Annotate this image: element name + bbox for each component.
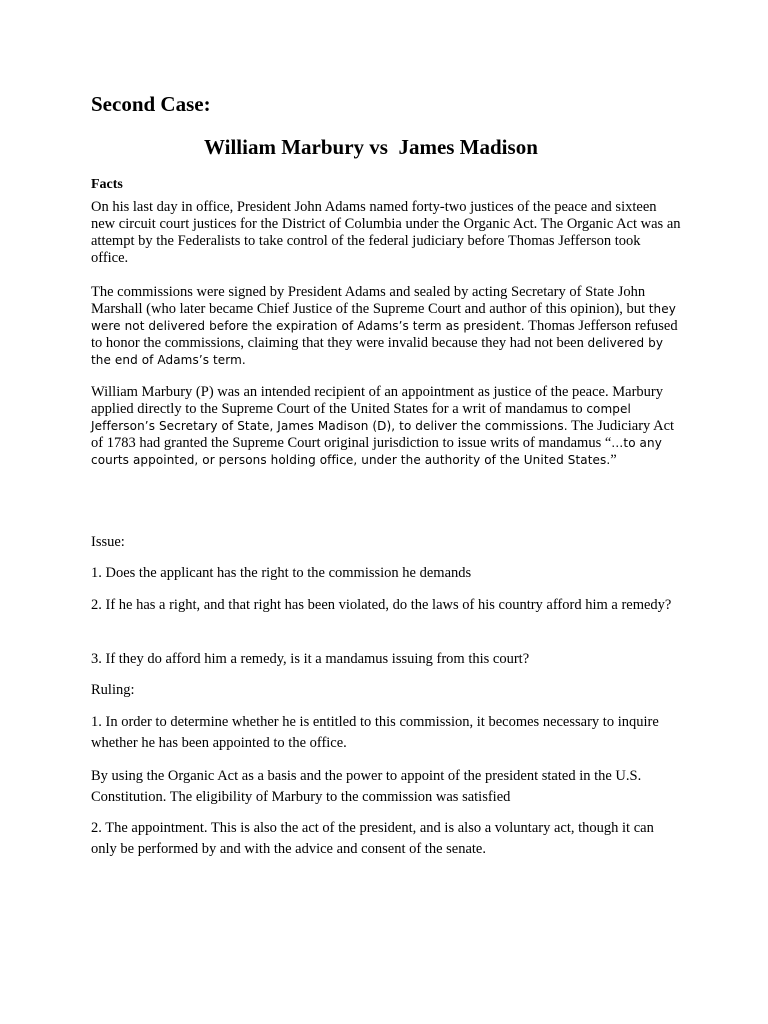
facts-paragraph-3-part-e: ” [610,452,617,468]
facts-heading: Facts [91,177,123,192]
issue-item-1: 1. Does the applicant has the right to the commission he demands [91,565,472,581]
facts-paragraph-3-part-b: compel Jefferson’s Secretary of State, James Madison (D), to deliver the commissions. [91,402,631,433]
issue-label: Issue: [91,534,125,550]
facts-paragraph-1: On his last day in office, President John Adams named forty-two justices of the peace and sixteen new circuit court justices for the District of Columbia under the Organic Act. The Organic Act was an attempt by the Federalists to take control of the federal judiciary before Thomas Jefferson took office. [91,199,681,266]
facts-paragraph-2-part-b: they were not delivered before the expiration of Adams’s term as president. [91,302,676,333]
facts-paragraph-3-part-d: …to any courts appointed, or persons holding office, under the authority of the United States. [91,436,662,467]
facts-paragraph-3 [91,384,681,469]
issue-item-3: 3. If they do afford him a remedy, is it a mandamus issuing from this court? [91,651,530,667]
ruling-item-2: 2. The appointment. This is also the act of the president, and is also a voluntary act, though it can only be performed by and with the advice and consent of the senate. [91,820,654,857]
facts-paragraph-2-part-a: The commissions were signed by President Adams and sealed by acting Secretary of State John Marshall (who later became Chief Justice of the Supreme Court and author of this opinion), but [91,284,649,317]
case-title: William Marbury vs James Madison [204,135,538,159]
ruling-paragraph: By using the Organic Act as a basis and the power to appoint of the president stated in the U.S. Constitution. The eligibility of Marbury to the commission was satisfied [91,768,642,805]
issue-item-2: 2. If he has a right, and that right has been violated, do the laws of his country afford him a remedy? [91,597,672,613]
facts-paragraph-3-part-c: The Judiciary Act of 1783 had granted the Supreme Court original jurisdiction to issue writs of mandamus “ [91,418,675,451]
ruling-label: Ruling: [91,682,135,698]
facts-paragraph-2 [91,284,681,369]
facts-paragraph-2-part-d: delivered by the end of Adams’s term. [91,336,664,367]
facts-paragraph-3-part-a: William Marbury (P) was an intended recipient of an appointment as justice of the peace. Marbury applied directly to the Supreme Court of the United States for a writ of mandamus to [91,384,663,417]
case-label: Second Case: [91,92,211,116]
facts-paragraph-2-part-c: Thomas Jefferson refused to honor the commissions, claiming that they were invalid because they had not been [91,318,678,351]
ruling-item-1: 1. In order to determine whether he is entitled to this commission, it becomes necessary to inquire whether he has been appointed to the office. [91,714,659,751]
